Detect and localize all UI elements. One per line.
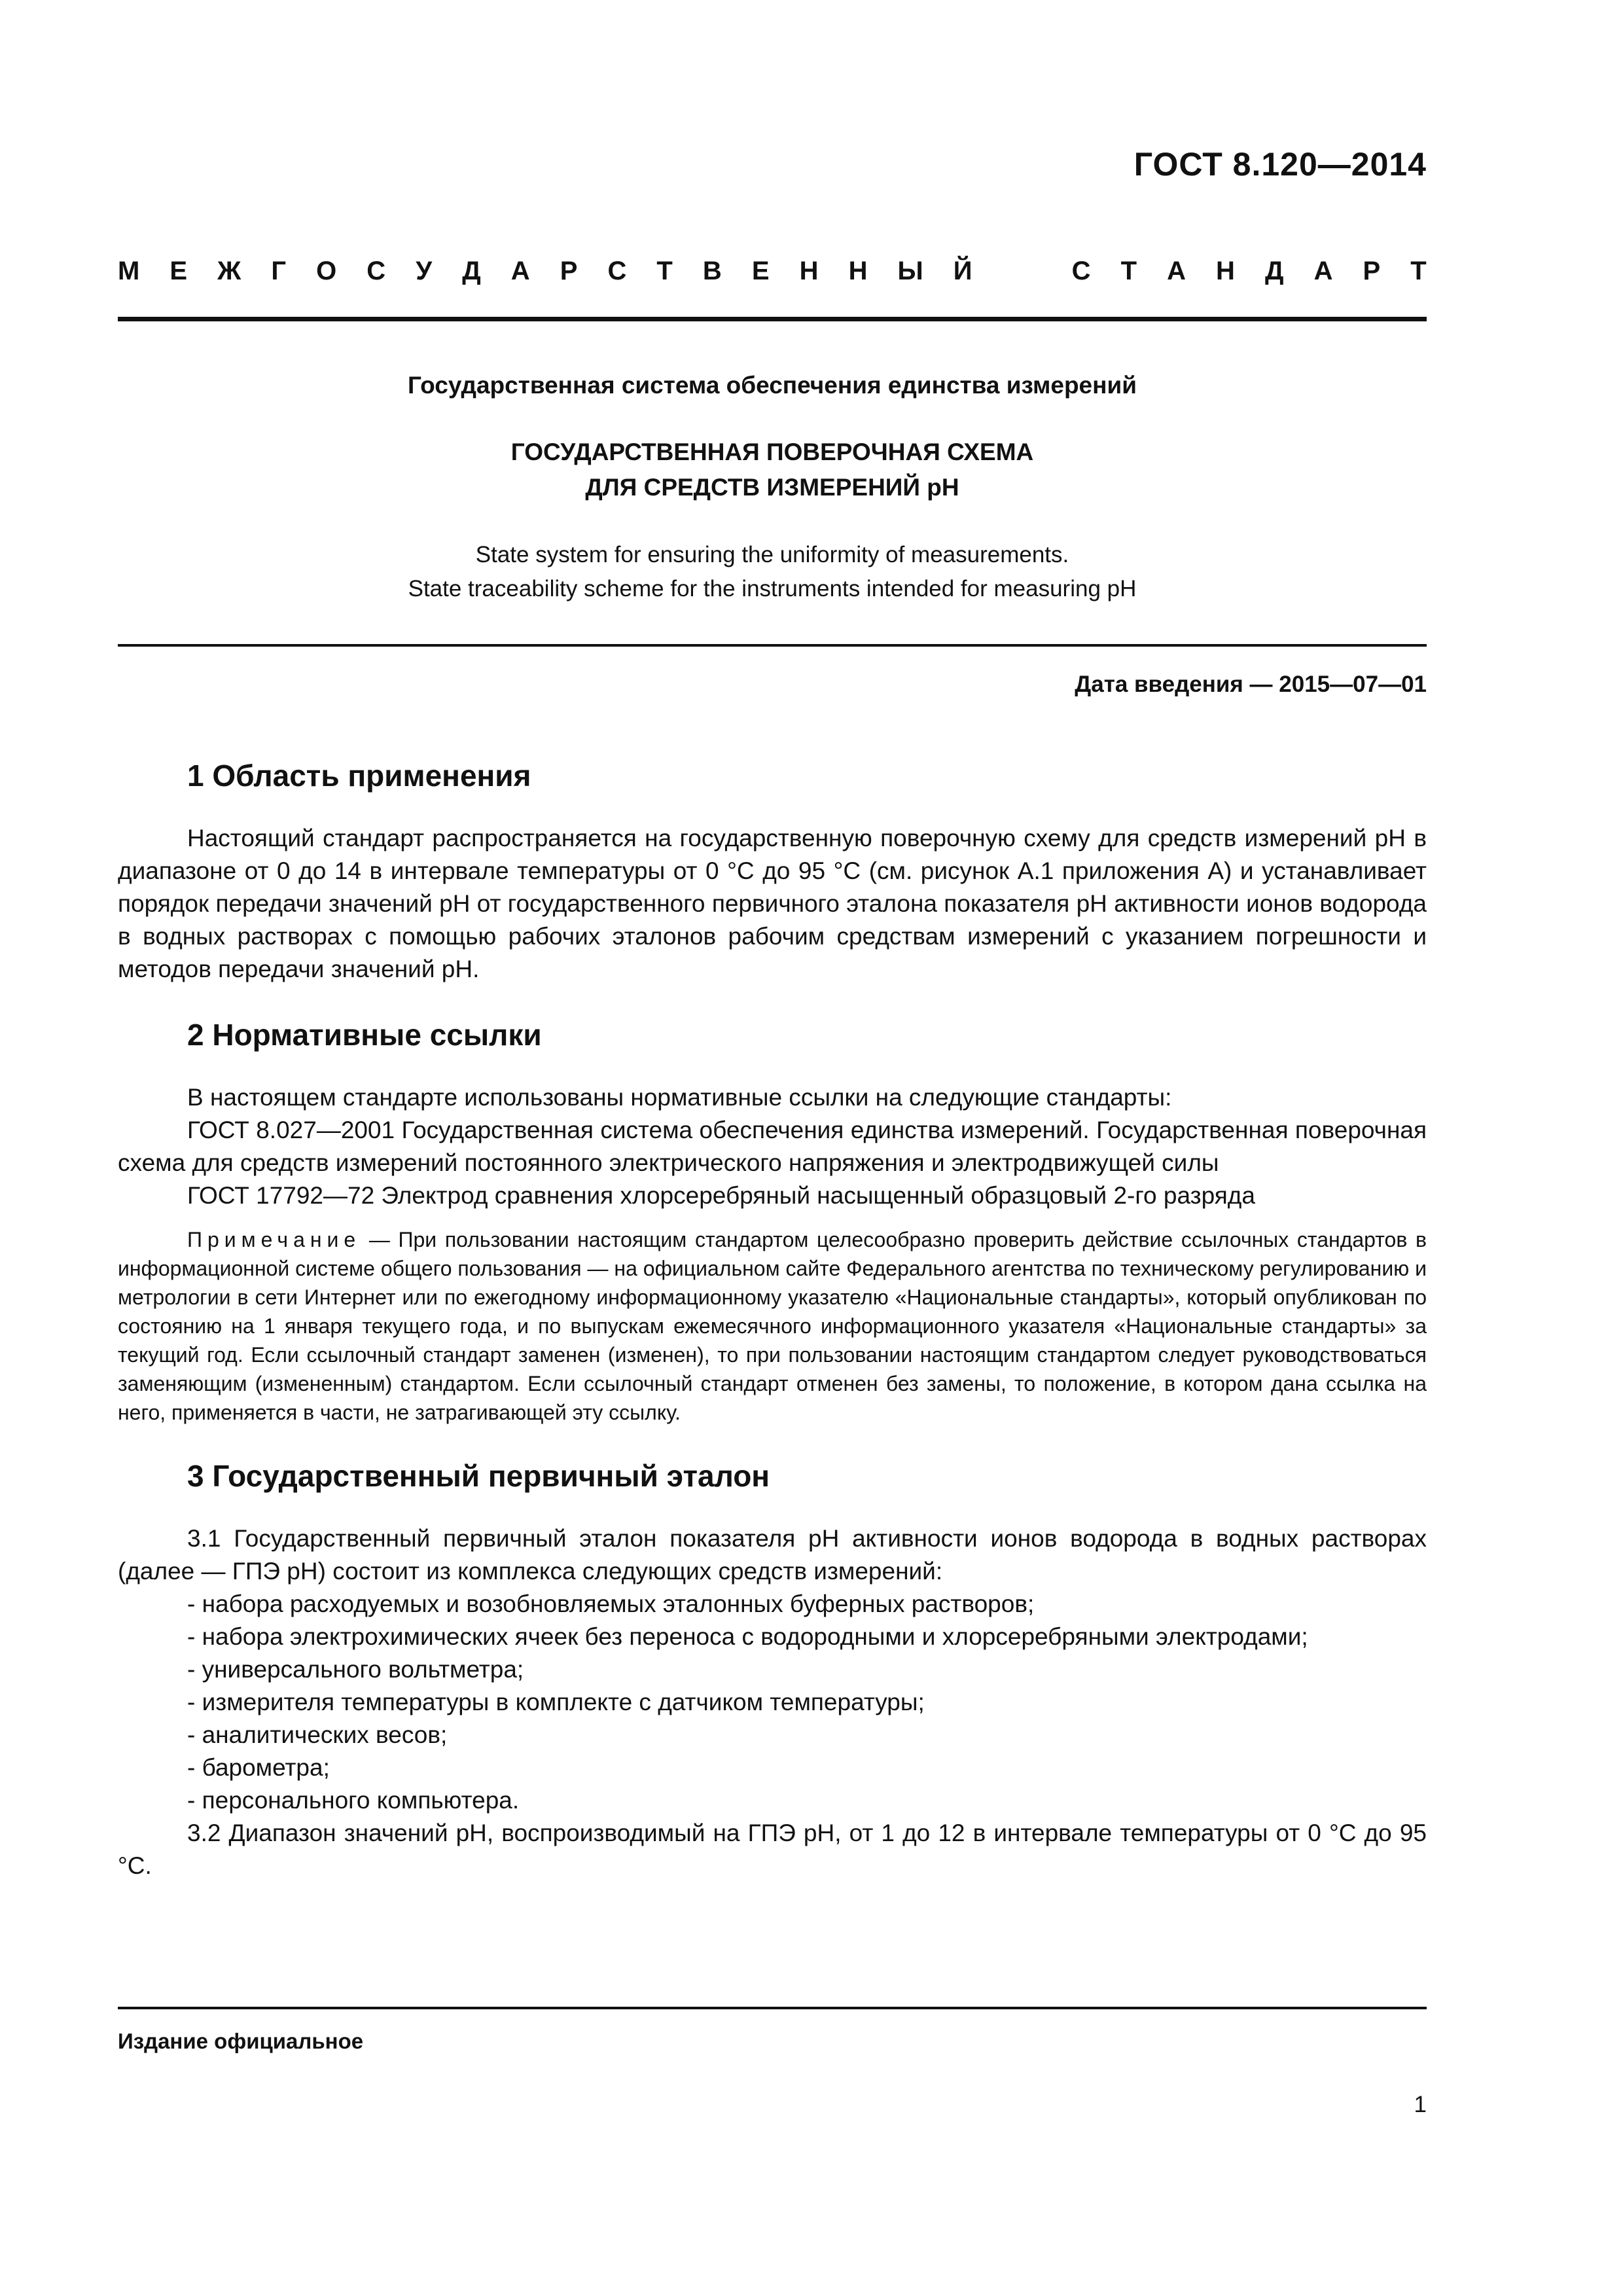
introduction-date: Дата введения — 2015—07—01 — [1075, 672, 1427, 697]
official-edition-label: Издание официальное — [118, 2029, 364, 2053]
document-title-english — [118, 538, 1427, 606]
list-item: - персонального компьютера. — [187, 1787, 520, 1814]
section-1-text: Настоящий стандарт распространяется на государственную поверочную схему для средств измерений pH в диапазоне от 0 до 14 в интервале температуры от 0 °С до 95 °С (см. рисунок А.1 приложения А) и устанавливает порядок передачи значений pH от государственного первичного эталона показателя pH активности ионов водорода в водных растворах с помощью рабочих эталонов рабочим средствам измерений с указанием погрешности и методов передачи значений pH. — [118, 825, 1427, 982]
banner-letter: С — [1071, 257, 1091, 285]
banner-letter: Ы — [897, 257, 923, 285]
banner-letter: Д — [462, 257, 481, 285]
section-3-heading: 3 Государственный первичный эталон — [187, 1459, 770, 1493]
header-divider — [118, 317, 1427, 321]
section-2-note — [118, 1225, 1427, 1427]
document-body — [118, 753, 1427, 1882]
list-item: - набора электрохимических ячеек без переноса с водородными и хлорсеребряными электродами; — [187, 1623, 1308, 1650]
list-item: - набора расходуемых и возобновляемых эталонных буферных растворов; — [187, 1590, 1035, 1617]
gost-number: ГОСТ 8.120—2014 — [1133, 146, 1427, 183]
banner-letter: Т — [1120, 257, 1137, 285]
list-item: - универсального вольтметра; — [187, 1656, 524, 1683]
title-line-2: ДЛЯ СРЕДСТВ ИЗМЕРЕНИЙ pH — [585, 474, 959, 501]
title-line-1: ГОСУДАРСТВЕННАЯ ПОВЕРОЧНАЯ СХЕМА — [510, 439, 1034, 465]
section-3-paragraph-2: 3.2 Диапазон значений pH, воспроизводимый на ГПЭ pH, от 1 до 12 в интервале температуры от 0 °С до 95 °С. — [118, 1820, 1427, 1879]
banner-letter: А — [1313, 257, 1333, 285]
banner-letter: А — [1167, 257, 1186, 285]
title-en-line-2: State traceability scheme for the instruments intended for measuring pH — [408, 576, 1137, 601]
banner-letter: Р — [560, 257, 578, 285]
section-1-heading: 1 Область применения — [187, 759, 531, 793]
banner-letter: С — [366, 257, 386, 285]
title-en-line-1: State system for ensuring the uniformity of measurements. — [475, 542, 1069, 567]
banner-letter: Н — [1216, 257, 1235, 285]
interstate-standard-banner — [118, 257, 1427, 286]
banner-word-gap — [1003, 257, 1042, 286]
banner-letter: Т — [656, 257, 673, 285]
primary-standard-components-list — [118, 1588, 1427, 1817]
banner-letter: Н — [799, 257, 819, 285]
banner-letter: У — [416, 257, 433, 285]
banner-letter: Т — [1410, 257, 1427, 285]
list-item: - аналитических весов; — [187, 1721, 448, 1748]
list-item: - измерителя температуры в комплекте с датчиком температуры; — [187, 1689, 925, 1715]
banner-letter: Н — [848, 257, 868, 285]
banner-letter: А — [510, 257, 530, 285]
standard-series: Государственная система обеспечения единства измерений — [408, 372, 1137, 399]
page-number: 1 — [1414, 2092, 1427, 2117]
banner-letter: Ж — [217, 257, 241, 285]
banner-letter: Й — [953, 257, 972, 285]
section-2-intro: В настоящем стандарте использованы нормативные ссылки на следующие стандарты: — [187, 1084, 1172, 1111]
banner-letter: Д — [1265, 257, 1284, 285]
title-divider — [118, 644, 1427, 647]
banner-letter: В — [702, 257, 722, 285]
banner-letter: Г — [271, 257, 287, 285]
banner-letter: М — [118, 257, 140, 285]
list-item: - барометра; — [187, 1754, 330, 1781]
banner-letter: Е — [169, 257, 188, 285]
banner-letter: О — [316, 257, 337, 285]
section-2-heading: 2 Нормативные ссылки — [187, 1018, 542, 1052]
section-3-paragraph-1: 3.1 Государственный первичный эталон показателя pH активности ионов водорода в водных растворах (далее — ГПЭ pH) состоит из комплекса следующих средств измерений: — [118, 1525, 1427, 1585]
normative-reference-2: ГОСТ 17792—72 Электрод сравнения хлорсеребряный насыщенный образцовый 2-го разряда — [187, 1182, 1255, 1209]
normative-reference-1: ГОСТ 8.027—2001 Государственная система обеспечения единства измерений. Государственная поверочная схема для средств измерений постоянного электрического напряжения и электродвижущей силы — [118, 1117, 1427, 1176]
banner-letter: Р — [1363, 257, 1381, 285]
banner-letter: С — [607, 257, 627, 285]
footer-divider — [118, 2007, 1427, 2009]
document-title — [118, 435, 1427, 505]
note-label: Примечание — [187, 1228, 361, 1251]
banner-letter: Е — [751, 257, 770, 285]
note-text: — При пользовании настоящим стандартом целесообразно проверить действие ссылочных стандартов в информационной системе общего пользования — на официальном сайте Федерального агентства по техническому регулированию и метрологии в сети Интернет или по ежегодному информационному указателю «Национальные стандарты», который опубликован по состоянию на 1 января текущего года, и по выпускам ежемесячного информационного указателя «Национальные стандарты» за текущий год. Если ссылочный стандарт заменен (изменен), то при пользовании настоящим стандартом следует руководствоваться заменяющим (измененным) стандартом. Если ссылочный стандарт отменен без замены, то положение, в котором дана ссылка на него, применяется в части, не затрагивающей эту ссылку. — [118, 1228, 1427, 1424]
